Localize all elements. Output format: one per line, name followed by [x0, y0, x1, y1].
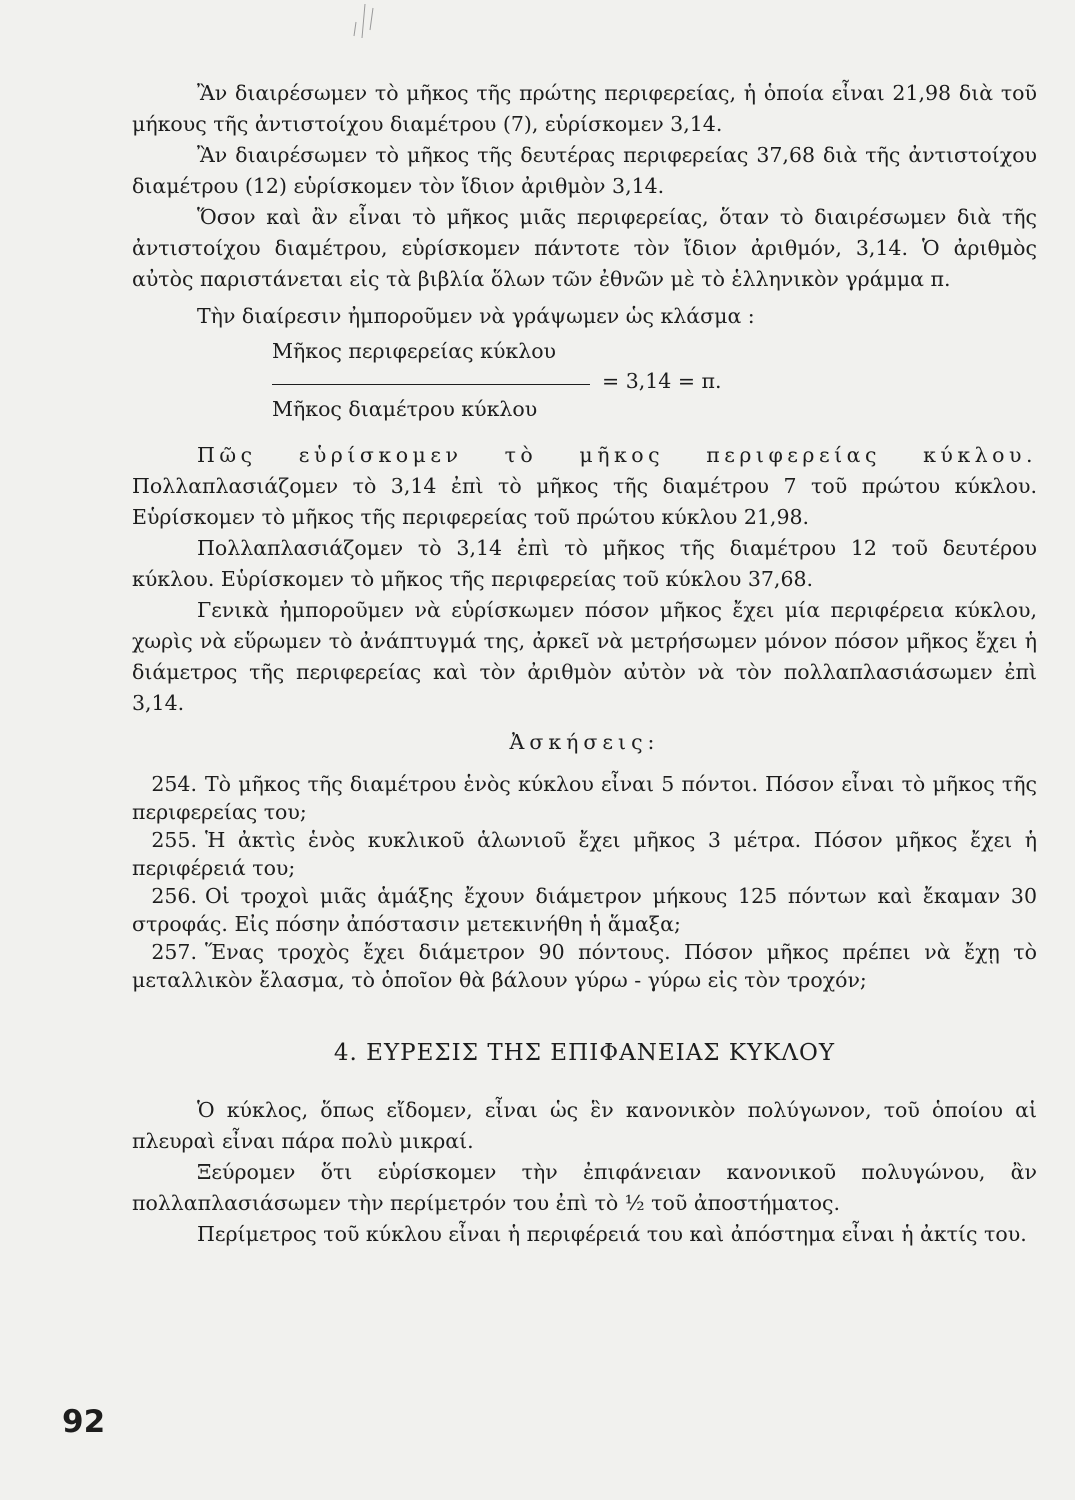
page-number: 92 [62, 1404, 106, 1440]
paragraph: Πολλαπλασιάζομεν τὸ 3,14 ἐπὶ τὸ μῆκος τῆς διαμέτρου 12 τοῦ δευτέρου κύκλου. Εὑρίσκομεν τὸ μῆκος τῆς περιφερείας τοῦ κύκλου 37,68. [132, 536, 1037, 591]
exercises-heading: Ἀσκήσεις: [509, 730, 660, 754]
paragraph-text: Πολλαπλασιάζομεν τὸ 3,14 ἐπὶ τὸ μῆκος τῆς διαμέτρου 7 τοῦ πρώτου κύκλου. Εὑρίσκομεν τὸ μῆκος τῆς περιφερείας τοῦ πρώτου κύκλου 21,98. [132, 474, 1037, 529]
section-title: 4. ΕΥΡΕΣΙΣ ΤΗΣ ΕΠΙΦΑΝΕΙΑΣ ΚΥΚΛΟΥ [333, 1040, 836, 1066]
exercise-text: Ἡ ἀκτὶς ἑνὸς κυκλικοῦ ἁλωνιοῦ ἔχει μῆκος 3 μέτρα. Πόσον μῆκος ἔχει ἡ περιφέρειά του; [132, 828, 1037, 880]
exercise-number: 254. [151, 772, 197, 796]
exercise-text: Οἱ τροχοὶ μιᾶς ἁμάξης ἔχουν διάμετρον μήκους 125 πόντων καὶ ἔκαμαν 30 στροφάς. Εἰς πόσην ἀπόστασιν μετεκινήθη ἡ ἅμαξα; [132, 884, 1037, 936]
fraction-numerator: Μῆκος περιφερείας κύκλου [272, 339, 557, 363]
paragraph [132, 440, 1037, 533]
exercise-number: 255. [151, 828, 197, 852]
exercise-number: 256. [151, 884, 197, 908]
exercise-item [132, 882, 1037, 938]
exercise-item [132, 770, 1037, 826]
paragraph: Ἂν διαιρέσωμεν τὸ μῆκος τῆς πρώτης περιφερείας, ἡ ὁποία εἶναι 21,98 διὰ τοῦ μήκους τῆς ἀντιστοίχου διαμέτρου (7), εὑρίσκομεν 3,14. [132, 81, 1037, 136]
exercise-item [132, 826, 1037, 882]
fraction-denominator: Μῆκος διαμέτρου κύκλου [272, 397, 538, 421]
paragraph: Τὴν διαίρεσιν ἠμποροῦμεν νὰ γράψωμεν ὡς κλάσμα : [197, 304, 755, 328]
pencil-mark [330, 0, 390, 40]
exercise-text: Τὸ μῆκος τῆς διαμέτρου ἑνὸς κύκλου εἶναι 5 πόντοι. Πόσον εἶναι τὸ μῆκος τῆς περιφερείας του; [132, 772, 1037, 824]
paragraph: Περίμετρος τοῦ κύκλου εἶναι ἡ περιφέρειά του καὶ ἀπόστημα εἶναι ἡ ἀκτίς του. [197, 1222, 1027, 1246]
page-text [132, 78, 1037, 1250]
fraction-formula [272, 336, 1037, 432]
exercise-number: 257. [151, 940, 197, 964]
paragraph: Ὁ κύκλος, ὅπως εἴδομεν, εἶναι ὡς ἓν κανονικὸν πολύγωνον, τοῦ ὁποίου αἱ πλευραὶ εἶναι πάρα πολὺ μικραί. [132, 1098, 1037, 1153]
paragraph: Ἂν διαιρέσωμεν τὸ μῆκος τῆς δευτέρας περιφερείας 37,68 διὰ τῆς ἀντιστοίχου διαμέτρου (12) εὑρίσκομεν τὸν ἴδιον ἀριθμὸν 3,14. [132, 143, 1037, 198]
paragraph: Γενικὰ ἠμποροῦμεν νὰ εὑρίσκωμεν πόσον μῆκος ἔχει μία περιφέρεια κύκλου, χωρὶς νὰ εὕρωμεν τὸ ἀνάπτυγμά της, ἀρκεῖ νὰ μετρήσωμεν μόνον πόσον μῆκος ἔχει ἡ διάμετρος τῆς περιφερείας καὶ τὸν ἀριθμὸν αὐτὸν νὰ τὸν πολλαπλασιάσωμεν ἐπὶ 3,14. [132, 598, 1037, 715]
fraction-result: = 3,14 = π. [602, 369, 722, 393]
paragraph: Ὅσον καὶ ἂν εἶναι τὸ μῆκος μιᾶς περιφερείας, ὅταν τὸ διαιρέσωμεν διὰ τῆς ἀντιστοίχου διαμέτρου, εὑρίσκομεν πάντοτε τὸν ἴδιον ἀριθμόν, 3,14. Ὁ ἀριθμὸς αὐτὸς παριστάνεται εἰς τὰ βιβλία ὅλων τῶν ἐθνῶν μὲ τὸ ἑλληνικὸν γράμμα π. [132, 205, 1037, 291]
exercise-item [132, 938, 1037, 994]
paragraph: Ξεύρομεν ὅτι εὑρίσκομεν τὴν ἐπιφάνειαν κανονικοῦ πολυγώνου, ἂν πολλαπλασιάσωμεν τὴν περίμετρόν του ἐπὶ τὸ ½ τοῦ ἀποστήματος. [132, 1160, 1037, 1215]
fraction-bar [272, 384, 590, 385]
exercise-text: Ἕνας τροχὸς ἔχει διάμετρον 90 πόντους. Πόσον μῆκος πρέπει νὰ ἔχῃ τὸ μεταλλικὸν ἔλασμα, τὸ ὁποῖον θὰ βάλουν γύρω - γύρω εἰς τὸν τροχόν; [132, 940, 1037, 992]
how-heading: Πῶς εὑρίσκομεν τὸ μῆκος περιφερείας κύκλου. [197, 443, 1037, 467]
